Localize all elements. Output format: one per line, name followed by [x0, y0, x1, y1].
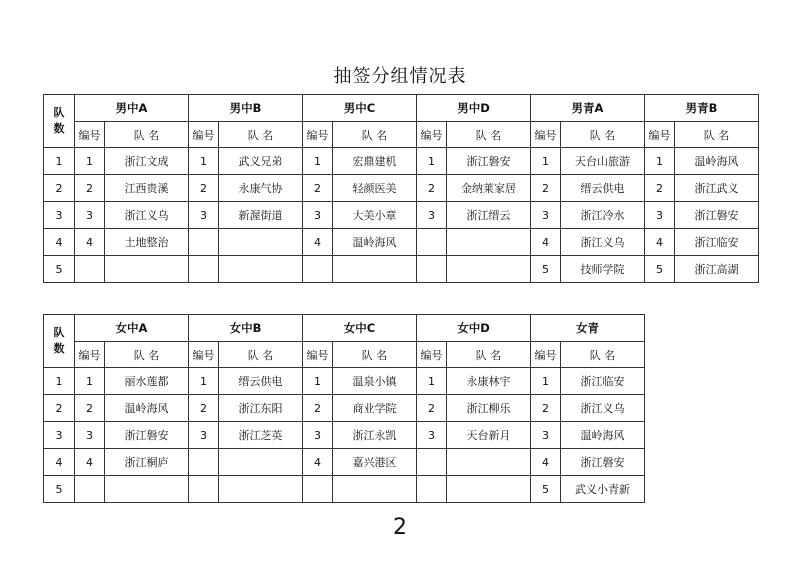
group-header: 女中C — [303, 315, 417, 342]
team-name-cell: 浙江磐安 — [675, 202, 759, 229]
table-row — [44, 202, 759, 229]
team-name-cell: 大美小章 — [333, 202, 417, 229]
team-name-cell: 浙江磐安 — [447, 148, 531, 175]
row-index: 4 — [44, 229, 75, 256]
team-name-column-header: 队 名 — [333, 122, 417, 148]
team-name-cell: 土地整治 — [105, 229, 189, 256]
number-column-header: 编号 — [417, 342, 447, 368]
women-draw-table — [43, 314, 645, 503]
team-number-cell — [417, 449, 447, 476]
table-row — [44, 476, 645, 503]
team-number-cell — [75, 256, 105, 283]
team-number-cell — [417, 229, 447, 256]
team-name-cell: 温岭海风 — [105, 395, 189, 422]
team-number-cell: 2 — [75, 175, 105, 202]
team-number-cell — [417, 256, 447, 283]
team-name-cell: 浙江永凯 — [333, 422, 417, 449]
table-row — [44, 175, 759, 202]
team-number-cell: 2 — [303, 395, 333, 422]
number-column-header: 编号 — [189, 342, 219, 368]
team-name-cell: 温岭海风 — [675, 148, 759, 175]
team-name-cell — [333, 476, 417, 503]
team-number-cell: 1 — [75, 368, 105, 395]
team-name-cell — [447, 476, 531, 503]
team-name-cell: 永康林宇 — [447, 368, 531, 395]
row-index: 5 — [44, 256, 75, 283]
team-name-cell — [447, 256, 531, 283]
team-name-cell: 金纳莱家居 — [447, 175, 531, 202]
team-name-cell — [219, 229, 303, 256]
team-number-cell: 3 — [417, 422, 447, 449]
team-number-cell: 1 — [303, 148, 333, 175]
team-name-cell — [447, 449, 531, 476]
group-header: 男青A — [531, 95, 645, 122]
team-name-cell: 温岭海风 — [333, 229, 417, 256]
number-column-header: 编号 — [531, 122, 561, 148]
team-number-cell: 1 — [417, 368, 447, 395]
team-count-header-char: 数 — [53, 122, 65, 135]
row-index: 1 — [44, 148, 75, 175]
team-number-cell — [189, 476, 219, 503]
team-count-header-char: 数 — [53, 342, 65, 355]
team-number-cell: 2 — [531, 395, 561, 422]
group-header: 女中A — [75, 315, 189, 342]
table-row — [44, 368, 645, 395]
row-index: 2 — [44, 395, 75, 422]
team-name-cell: 天台山旅游 — [561, 148, 645, 175]
team-name-cell: 浙江义乌 — [561, 395, 645, 422]
team-number-cell: 3 — [189, 422, 219, 449]
team-number-cell: 3 — [303, 422, 333, 449]
team-number-cell: 4 — [531, 449, 561, 476]
group-header: 男中C — [303, 95, 417, 122]
team-number-cell: 3 — [189, 202, 219, 229]
team-number-cell: 4 — [75, 229, 105, 256]
team-name-cell: 浙江冷水 — [561, 202, 645, 229]
team-number-cell: 4 — [645, 229, 675, 256]
group-header: 女青 — [531, 315, 645, 342]
team-name-cell: 武义兄弟 — [219, 148, 303, 175]
team-number-cell: 1 — [303, 368, 333, 395]
row-index: 2 — [44, 175, 75, 202]
team-name-cell — [219, 476, 303, 503]
team-number-cell — [189, 256, 219, 283]
team-name-cell: 浙江磐安 — [561, 449, 645, 476]
team-number-cell: 4 — [303, 229, 333, 256]
team-number-cell: 4 — [75, 449, 105, 476]
team-number-cell: 2 — [303, 175, 333, 202]
team-number-cell: 4 — [303, 449, 333, 476]
group-header: 男中D — [417, 95, 531, 122]
team-number-cell: 3 — [531, 202, 561, 229]
number-column-header: 编号 — [645, 122, 675, 148]
team-name-cell: 新渥街道 — [219, 202, 303, 229]
table-row — [44, 395, 645, 422]
team-name-cell: 浙江东阳 — [219, 395, 303, 422]
team-number-cell: 5 — [531, 476, 561, 503]
row-index: 3 — [44, 202, 75, 229]
team-name-column-header: 队 名 — [333, 342, 417, 368]
team-number-cell: 5 — [645, 256, 675, 283]
team-name-cell — [105, 476, 189, 503]
team-name-cell: 浙江磐安 — [105, 422, 189, 449]
team-number-cell: 1 — [645, 148, 675, 175]
team-name-cell: 浙江临安 — [561, 368, 645, 395]
team-number-cell: 1 — [189, 148, 219, 175]
table-row — [44, 256, 759, 283]
team-name-column-header: 队 名 — [105, 122, 189, 148]
team-name-cell: 武义小青新 — [561, 476, 645, 503]
team-name-cell — [219, 449, 303, 476]
team-number-cell — [303, 476, 333, 503]
number-column-header: 编号 — [303, 122, 333, 148]
team-number-cell: 2 — [417, 395, 447, 422]
team-name-cell: 商业学院 — [333, 395, 417, 422]
row-index: 3 — [44, 422, 75, 449]
team-name-column-header: 队 名 — [447, 122, 531, 148]
team-name-cell — [219, 256, 303, 283]
team-number-cell: 5 — [531, 256, 561, 283]
team-name-cell: 浙江芝英 — [219, 422, 303, 449]
team-name-cell: 浙江文成 — [105, 148, 189, 175]
team-name-cell: 缙云供电 — [561, 175, 645, 202]
number-column-header: 编号 — [531, 342, 561, 368]
number-column-header: 编号 — [75, 342, 105, 368]
table-row — [44, 449, 645, 476]
table-row — [44, 148, 759, 175]
team-number-cell: 1 — [417, 148, 447, 175]
team-number-cell: 1 — [75, 148, 105, 175]
group-header: 男中A — [75, 95, 189, 122]
team-number-cell — [303, 256, 333, 283]
team-count-header — [44, 95, 75, 148]
team-name-cell: 浙江武义 — [675, 175, 759, 202]
team-name-cell — [333, 256, 417, 283]
row-index: 4 — [44, 449, 75, 476]
team-name-cell: 浙江柳乐 — [447, 395, 531, 422]
team-number-cell: 2 — [189, 395, 219, 422]
men-draw-table — [43, 94, 759, 283]
table-row — [44, 422, 645, 449]
team-number-cell — [189, 449, 219, 476]
team-name-column-header: 队 名 — [561, 122, 645, 148]
team-name-cell: 温泉小镇 — [333, 368, 417, 395]
team-number-cell: 3 — [75, 202, 105, 229]
team-number-cell — [75, 476, 105, 503]
team-name-cell: 嘉兴港区 — [333, 449, 417, 476]
team-number-cell: 1 — [189, 368, 219, 395]
team-number-cell: 4 — [531, 229, 561, 256]
team-name-cell: 浙江义乌 — [105, 202, 189, 229]
team-number-cell: 1 — [531, 148, 561, 175]
team-number-cell: 3 — [531, 422, 561, 449]
team-name-column-header: 队 名 — [447, 342, 531, 368]
team-name-cell: 浙江义乌 — [561, 229, 645, 256]
team-name-column-header: 队 名 — [561, 342, 645, 368]
team-number-cell: 3 — [645, 202, 675, 229]
team-name-cell: 江西贵溪 — [105, 175, 189, 202]
row-index: 1 — [44, 368, 75, 395]
row-index: 5 — [44, 476, 75, 503]
team-name-cell: 浙江高湖 — [675, 256, 759, 283]
team-count-header-char: 队 — [53, 326, 65, 339]
team-name-cell — [105, 256, 189, 283]
team-number-cell — [417, 476, 447, 503]
group-header: 女中D — [417, 315, 531, 342]
team-name-cell: 轻颜医美 — [333, 175, 417, 202]
team-name-cell: 技师学院 — [561, 256, 645, 283]
team-number-cell: 2 — [531, 175, 561, 202]
team-number-cell: 3 — [75, 422, 105, 449]
team-count-header-char: 队 — [53, 106, 65, 119]
team-number-cell: 2 — [645, 175, 675, 202]
team-name-column-header: 队 名 — [105, 342, 189, 368]
group-header: 女中B — [189, 315, 303, 342]
number-column-header: 编号 — [417, 122, 447, 148]
team-number-cell — [189, 229, 219, 256]
team-name-column-header: 队 名 — [219, 122, 303, 148]
team-name-column-header: 队 名 — [219, 342, 303, 368]
team-name-cell: 丽水莲都 — [105, 368, 189, 395]
table-row — [44, 229, 759, 256]
team-name-cell: 天台新月 — [447, 422, 531, 449]
group-header: 男中B — [189, 95, 303, 122]
number-column-header: 编号 — [189, 122, 219, 148]
team-name-cell: 温岭海风 — [561, 422, 645, 449]
team-name-cell: 浙江桐庐 — [105, 449, 189, 476]
group-header: 男青B — [645, 95, 759, 122]
number-column-header: 编号 — [75, 122, 105, 148]
team-number-cell: 3 — [417, 202, 447, 229]
team-number-cell: 2 — [189, 175, 219, 202]
team-number-cell: 3 — [303, 202, 333, 229]
number-column-header: 编号 — [303, 342, 333, 368]
team-number-cell: 2 — [75, 395, 105, 422]
team-number-cell: 1 — [531, 368, 561, 395]
team-name-cell: 浙江临安 — [675, 229, 759, 256]
team-name-cell: 浙江缙云 — [447, 202, 531, 229]
team-number-cell: 2 — [417, 175, 447, 202]
team-name-cell: 缙云供电 — [219, 368, 303, 395]
team-name-column-header: 队 名 — [675, 122, 759, 148]
team-count-header — [44, 315, 75, 368]
team-name-cell: 永康气协 — [219, 175, 303, 202]
team-name-cell — [447, 229, 531, 256]
page-number: 2 — [393, 515, 407, 540]
team-name-cell: 宏鼎建机 — [333, 148, 417, 175]
page-title: 抽签分组情况表 — [333, 66, 467, 87]
